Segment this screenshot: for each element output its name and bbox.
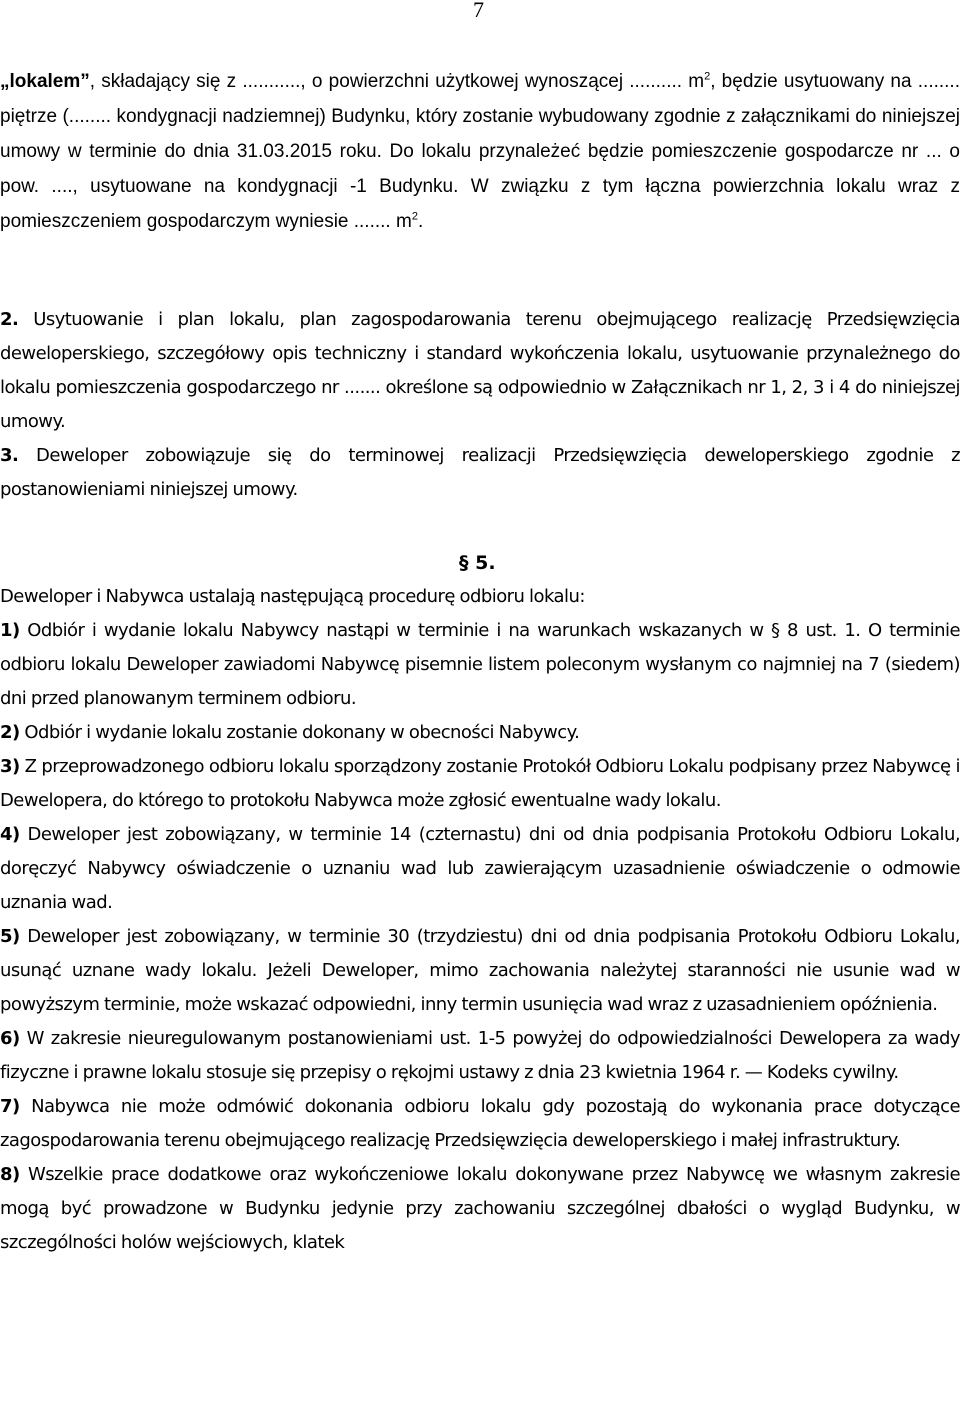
item-text: Odbiór i wydanie lokalu Nabywcy nastąpi w terminie i na warunkach wskazanych w § 8 ust. 1. O terminie odbioru lokalu Deweloper zawiadomi Nabywcę pisemnie listem poleconym wysłanym co najmniej na 7 (siedem) dni przed planowanym terminem odbioru. — [0, 620, 960, 709]
list-item — [0, 1022, 960, 1090]
intro-text-2: , będzie usytuowany na ........ piętrze (........ kondygnacji nadziemnej) Budynku, który zostanie wybudowany zgodnie z załącznikami do niniejszej umowy w terminie do dnia 31.03.2015 roku. Do lokalu przynależeć będzie pomieszczenie gospodarcze nr — [0, 71, 960, 162]
item-number: 1) — [0, 620, 20, 641]
intro-text-5: . — [417, 211, 424, 232]
section-text: Usytuowanie i plan lokalu, plan zagospodarowania terenu obejmującego realizację Przedsięwzięcia deweloperskiego, szczegółowy opis techniczny i standard wykończenia lokalu, usytuowanie przynależnego do lokalu pomieszczenia gospodarczego nr ....... określone są odpowiednio w Załącznikach nr 1, 2, 3 i 4 do niniejszej umowy. — [0, 309, 960, 432]
item-number: 7) — [0, 1096, 20, 1117]
intro-text-3: ... o pow. ...., usytuowane na kondygnacji -1 Budynku. — [0, 141, 960, 197]
list-item — [0, 920, 960, 1022]
intro-text-1: , składający się z ..........., o powierzchni użytkowej wynoszącej .......... m — [89, 71, 705, 92]
section-2 — [0, 303, 960, 439]
item-text: Deweloper jest zobowiązany, w terminie 30 (trzydziestu) dni od dnia podpisania Protokołu Odbioru Lokalu, usunąć uznane wady lokalu. Jeżeli Deweloper, mimo zachowania należytej staranności nie usunie wad w powyższym terminie, może wskazać odpowiedni, inny termin usunięcia wad wraz z uzasadnieniem opóźnienia. — [0, 926, 960, 1015]
superscript: 2 — [704, 70, 711, 83]
list-item — [0, 1090, 960, 1158]
list-item — [0, 716, 960, 750]
section-text: Deweloper zobowiązuje się do terminowej realizacji Przedsięwzięcia deweloperskiego zgodnie z postanowieniami niniejszej umowy. — [0, 445, 960, 500]
item-text: Odbiór i wydanie lokalu zostanie dokonany w obecności Nabywcy. — [19, 722, 580, 743]
list-item — [0, 1158, 960, 1260]
section-3 — [0, 439, 960, 507]
item-number: 3) — [0, 756, 20, 777]
item-number: 2) — [0, 722, 20, 743]
item-text: W zakresie nieuregulowanym postanowieniami ust. 1-5 powyżej do odpowiedzialności Dewelopera za wady fizyczne i prawne lokalu stosuje się przepisy o rękojmi ustawy z dnia 23 kwietnia 1964 r. — Kodeks cywilny. — [0, 1028, 960, 1083]
intro-text-4: W związku z tym łączna powierzchnia lokalu wraz z pomieszczeniem gospodarczym wyniesie ....... m — [0, 176, 960, 232]
item-text: Deweloper jest zobowiązany, w terminie 14 (czternastu) dni od dnia podpisania Protokołu Odbioru Lokalu, doręczyć Nabywcy oświadczenie o uznaniu wad lub zawierającym uzasadnienie oświadczenie o odmowie uznania wad. — [0, 824, 960, 913]
section-number: 2. — [0, 309, 19, 330]
sections-2-3 — [0, 303, 960, 507]
section-5-intro: Deweloper i Nabywca ustalają następującą procedurę odbioru lokalu: — [0, 586, 585, 607]
item-number: 4) — [0, 824, 20, 845]
list-item — [0, 750, 960, 818]
list-item — [0, 614, 960, 716]
page-number: 7 — [473, 0, 484, 22]
superscript: 2 — [411, 210, 418, 223]
paragraph-heading: § 5. — [459, 552, 496, 574]
section-5 — [0, 580, 960, 1260]
list-item — [0, 818, 960, 920]
lokal-term: „lokalem” — [0, 71, 90, 92]
item-number: 6) — [0, 1028, 20, 1049]
item-number: 5) — [0, 926, 20, 947]
intro-paragraph — [0, 64, 960, 239]
section-number: 3. — [0, 445, 19, 466]
item-text: Wszelkie prace dodatkowe oraz wykończeniowe lokalu dokonywane przez Nabywcę we własnym zakresie mogą być prowadzone w Budynku jedynie przy zachowaniu szczególnej dbałości o wygląd Budynku, w szczególności holów wejściowych, klatek — [0, 1164, 960, 1253]
item-number: 8) — [0, 1164, 20, 1185]
item-text: Z przeprowadzonego odbioru lokalu sporządzony zostanie Protokół Odbioru Lokalu podpisany przez Nabywcę i Dewelopera, do którego to protokołu Nabywca może zgłosić ewentualne wady lokalu. — [0, 756, 960, 811]
item-text: Nabywca nie może odmówić dokonania odbioru lokalu gdy pozostają do wykonania prace dotyczące zagospodarowania terenu obejmującego realizację Przedsięwzięcia deweloperskiego i małej infrastruktury. — [0, 1096, 960, 1151]
